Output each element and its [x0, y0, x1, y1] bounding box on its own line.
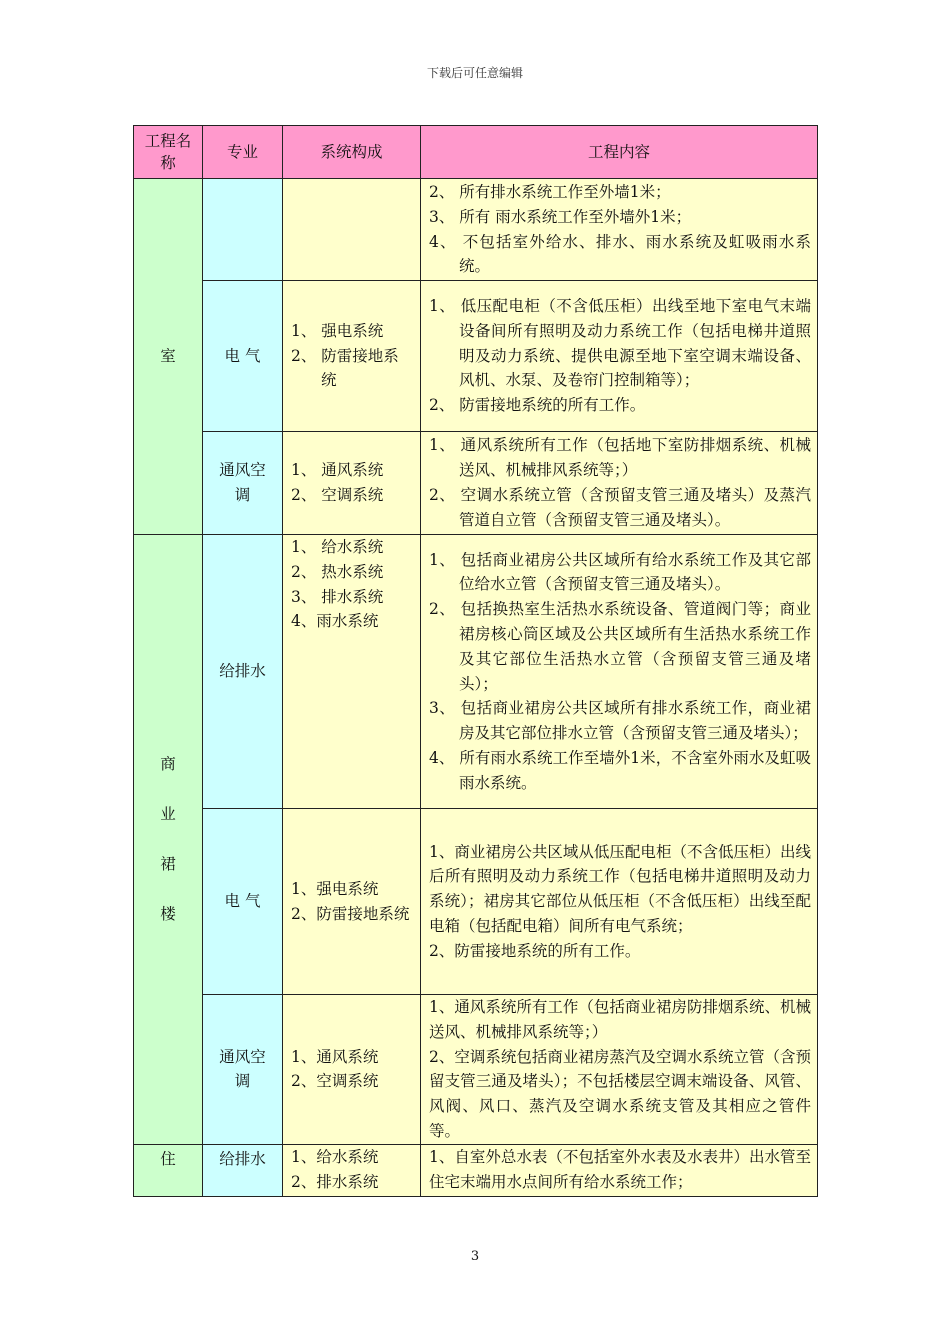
content-cell [421, 535, 818, 809]
table-row [134, 179, 818, 281]
system-cell [283, 281, 421, 432]
system-item: 1、 通风系统 [291, 461, 384, 480]
system-item: 4、雨水系统 [291, 612, 379, 631]
system-item: 2、 热水系统 [291, 562, 384, 581]
major-cell: 给排水 [203, 535, 283, 809]
project-name-cell: 室 [134, 179, 203, 535]
table-row [134, 432, 818, 535]
table-row [134, 995, 818, 1145]
content-item: 1、自室外总水表（不包括室外水表及水表井）出水管至住宅末端用水点间所有给水系统工作； [429, 1148, 811, 1192]
header-major: 专业 [203, 126, 283, 179]
content-item: 1、 低压配电柜（不含低压柜）出线至地下室电气末端设备间所有照明及动力系统工作（包括电梯井道照明及动力系统、提供电源至地下室空调末端设备、风机、水泵、及卷帘门控制箱等）； [429, 297, 811, 390]
system-item: 3、 排水系统 [291, 587, 384, 606]
content-item: 3、 所有 雨水系统工作至外墙外1米； [429, 207, 692, 226]
system-item: 1、 给水系统 [291, 538, 384, 556]
table-row [134, 1144, 818, 1196]
content-cell [421, 809, 818, 995]
header-project-name: 工程名称 [134, 126, 203, 179]
project-name-char: 楼 [160, 905, 176, 924]
content-item: 2、 所有排水系统工作至外墙1米； [429, 182, 671, 201]
table-row [134, 809, 818, 995]
table-row [134, 281, 818, 432]
major-cell: 给排水 [203, 1144, 283, 1196]
content-item: 2、 防雷接地系统的所有工作。 [429, 396, 646, 415]
page-number: 3 [470, 1249, 480, 1264]
content-item: 2、防雷接地系统的所有工作。 [429, 941, 641, 960]
project-name-cell: 住 [134, 1144, 203, 1196]
system-item: 1、通风系统 [291, 1047, 379, 1066]
project-name-char: 业 [160, 805, 176, 824]
system-item: 1、 强电系统 [291, 321, 384, 340]
table-row [134, 535, 818, 809]
content-item: 1、 包括商业裙房公共区域所有给水系统工作及其它部位给水立管（含预留支管三通及堵头）。 [429, 550, 811, 594]
system-item: 1、给水系统 [291, 1148, 379, 1167]
system-item: 2、排水系统 [291, 1173, 379, 1192]
system-cell [283, 432, 421, 535]
scope-table [133, 125, 818, 1197]
content-item: 4、 不包括室外给水、排水、雨水系统及虹吸雨水系统。 [429, 232, 811, 276]
system-cell [283, 809, 421, 995]
header-note: 下载后可任意编辑 [426, 66, 523, 80]
content-cell [421, 281, 818, 432]
content-item: 2、 空调水系统立管（含预留支管三通及堵头）及蒸汽管道自立管（含预留支管三通及堵头）。 [429, 486, 811, 529]
system-item: 2、 防雷接地系统 [291, 346, 399, 390]
major-cell: 电 气 [203, 809, 283, 995]
project-name-cell [134, 535, 203, 1145]
content-cell [421, 1144, 818, 1196]
system-item: 2、 空调系统 [291, 486, 384, 504]
system-item: 2、空调系统 [291, 1072, 379, 1091]
system-cell [283, 179, 421, 281]
table-header-row [134, 126, 818, 179]
content-cell [421, 179, 818, 281]
content-item: 1、商业裙房公共区域从低压配电柜（不含低压柜）出线后所有照明及动力系统工作（包括电梯井道照明及动力系统）；裙房其它部位从低压柜（不含低压柜）出线至配电箱（包括配电箱）间所有电气系统； [429, 842, 811, 935]
system-cell [283, 1144, 421, 1196]
content-cell [421, 995, 818, 1145]
system-item: 2、防雷接地系统 [291, 904, 410, 923]
header-system: 系统构成 [283, 126, 421, 179]
header-content: 工程内容 [421, 126, 818, 179]
major-cell: 电 气 [203, 281, 283, 432]
system-cell [283, 535, 421, 809]
content-item: 1、通风系统所有工作（包括商业裙房防排烟系统、机械送风、机械排风系统等；） [429, 998, 811, 1041]
content-item: 4、 所有雨水系统工作至墙外1米，不含室外雨水及虹吸雨水系统。 [429, 748, 811, 792]
major-cell [203, 179, 283, 281]
project-name-char: 商 [160, 755, 176, 774]
content-item: 2、 包括换热室生活热水系统设备、管道阀门等；商业裙房核心筒区域及公共区域所有生活热水系统工作及其它部位生活热水立管（含预留支管三通及堵头）； [429, 600, 811, 693]
content-item: 3、 包括商业裙房公共区域所有排水系统工作，商业裙房及其它部位排水立管（含预留支管三通及堵头）； [429, 699, 811, 743]
system-cell [283, 995, 421, 1145]
project-name-char: 裙 [160, 855, 176, 874]
content-item: 1、 通风系统所有工作（包括地下室防排烟系统、机械送风、机械排风系统等；） [429, 436, 811, 480]
major-cell: 通风空调 [203, 432, 283, 535]
content-cell [421, 432, 818, 535]
system-item: 1、强电系统 [291, 879, 379, 898]
content-item: 2、空调系统包括商业裙房蒸汽及空调水系统立管（含预留支管三通及堵头）；不包括楼层空调末端设备、风管、风阀、风口、蒸汽及空调水系统支管及其相应之管件等。 [429, 1047, 811, 1140]
major-cell: 通风空调 [203, 995, 283, 1145]
